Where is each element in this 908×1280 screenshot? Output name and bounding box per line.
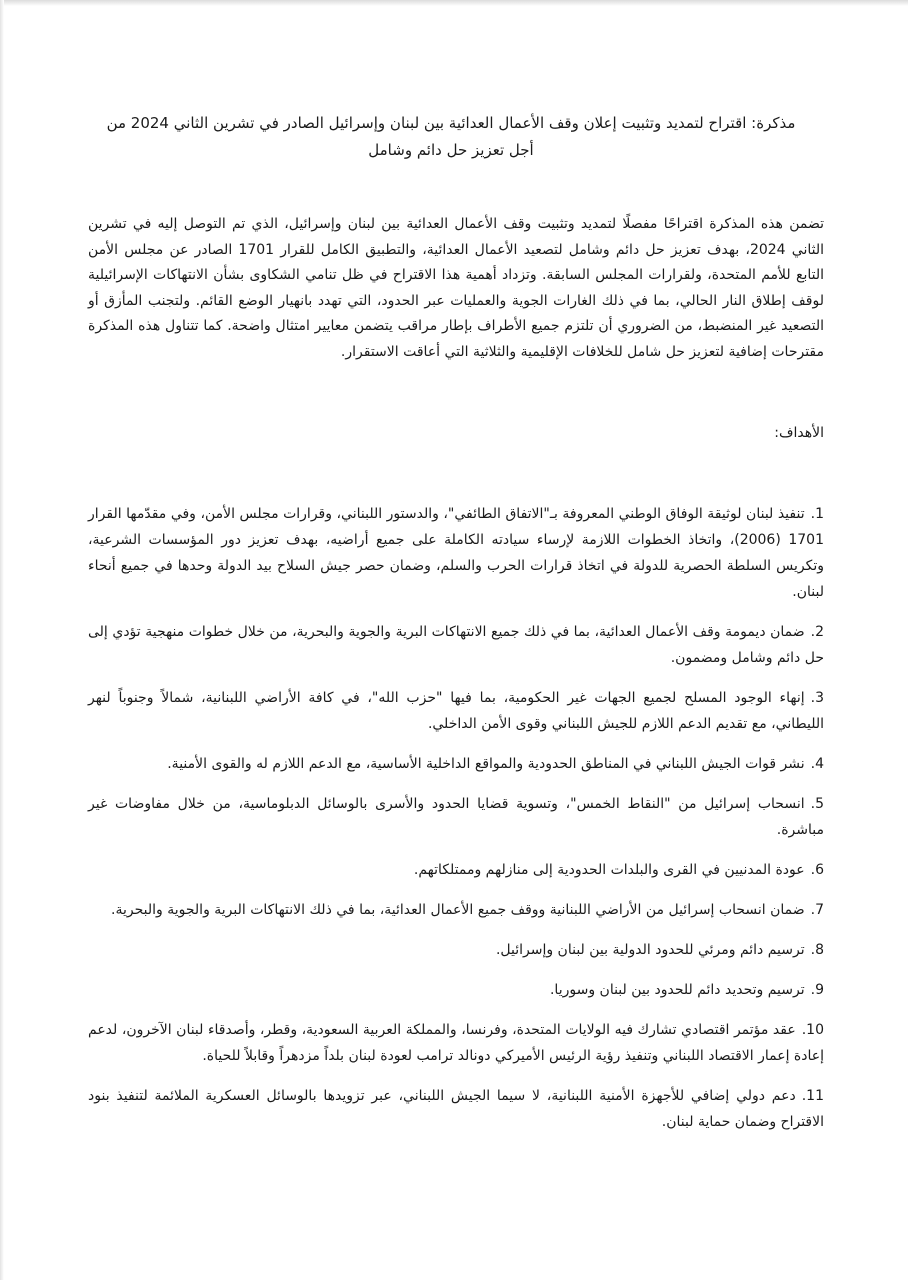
- goal-text: إنهاء الوجود المسلح لجميع الجهات غير الحكومية، بما فيها "حزب الله"، في كافة الأراضي اللبنانية، شمالاً وجنوباً لنهر الليطاني، مع تقديم الدعم اللازم للجيش اللبناني وقوى الأمن الداخلي.: [88, 690, 824, 732]
- goal-text: دعم دولي إضافي للأجهزة الأمنية اللبنانية، لا سيما الجيش اللبناني، عبر تزويدها بالوسائل العسكرية الملائمة لتنفيذ بنود الاقتراح وضمان حماية لبنان.: [88, 1088, 824, 1130]
- goal-item: [88, 857, 832, 883]
- goal-item: [88, 619, 832, 671]
- goals-heading: الأهداف:: [774, 425, 824, 441]
- goal-number: 8.: [810, 942, 824, 958]
- goal-item: [88, 791, 832, 843]
- goal-number: 6.: [810, 862, 824, 878]
- page-edge-shadow-left: [0, 0, 4, 1280]
- goals-list: [88, 501, 832, 1135]
- goal-item: [88, 937, 832, 963]
- goal-number: 4.: [810, 756, 824, 772]
- goal-text: انسحاب إسرائيل من "النقاط الخمس"، وتسوية قضايا الحدود والأسرى بالوسائل الدبلوماسية، من خلال مفاوضات غير مباشرة.: [88, 796, 824, 838]
- goal-text: ترسيم وتحديد دائم للحدود بين لبنان وسوريا.: [549, 982, 805, 998]
- goal-number: 3.: [810, 690, 824, 706]
- goal-text: ترسيم دائم ومرئي للحدود الدولية بين لبنان وإسرائيل.: [495, 942, 805, 958]
- document-title: مذكرة: اقتراح لتمديد وتثبيت إعلان وقف الأعمال العدائية بين لبنان وإسرائيل الصادر في تشرين الثاني 2024 من أجل تعزيز حل دائم وشامل: [106, 114, 796, 159]
- goal-text: نشر قوات الجيش اللبناني في المناطق الحدودية والمواقع الداخلية الأساسية، مع الدعم اللازم له والقوى الأمنية.: [167, 756, 805, 772]
- goal-item: [88, 977, 832, 1003]
- goal-text: ضمان انسحاب إسرائيل من الأراضي اللبنانية ووقف جميع الأعمال العدائية، بما في ذلك الانتهاكات البرية والجوية والبحرية.: [111, 902, 805, 918]
- goal-number: 9.: [810, 982, 824, 998]
- goal-item: [88, 1083, 832, 1135]
- goal-item: [88, 501, 832, 605]
- goal-number: 5.: [810, 796, 824, 812]
- goal-item: [88, 685, 832, 737]
- intro-paragraph: تضمن هذه المذكرة اقتراحًا مفصلًا لتمديد وتثبيت وقف الأعمال العدائية بين لبنان وإسرائيل، الذي تم التوصل إليه في تشرين الثاني 2024، بهدف تعزيز حل دائم وشامل لتصعيد الأعمال العدائية، والتطبيق الكامل للقرار 1701 الصادر عن مجلس الأمن التابع للأمم المتحدة، ولقرارات المجلس السابقة. وتزداد أهمية هذا الاقتراح في ظل تنامي الشكاوى بشأن الانتهاكات الإسرائيلية لوقف إطلاق النار الحالي، بما في ذلك الغارات الجوية والعمليات عبر الحدود، التي تهدد بانهيار الوضع القائم. ولتجنب المأزق أو التصعيد غير المنضبط، من الضروري أن تلتزم جميع الأطراف بإطار مراقب يتضمن معايير امتثال واضحة. كما تتناول هذه المذكرة مقترحات إضافية لتعزيز حل شامل للخلافات الإقليمية والثلاثية التي أعاقت الاستقرار.: [88, 216, 825, 360]
- goal-item: [88, 1017, 832, 1069]
- page-edge-shadow: [0, 0, 908, 6]
- goal-text: عودة المدنيين في القرى والبلدات الحدودية إلى منازلهم وممتلكاتهم.: [413, 862, 805, 878]
- goal-number: 11.: [801, 1088, 824, 1104]
- goal-text: تنفيذ لبنان لوثيقة الوفاق الوطني المعروفة بـ"الاتفاق الطائفي"، والدستور اللبناني، وقرارات مجلس الأمن، وفي مقدّمها القرار 1701 (2006)، واتخاذ الخطوات اللازمة لإرساء سيادته الكاملة على جميع أراضيه، بهدف تعزيز دور المؤسسات الشرعية، وتكريس السلطة الحصرية للدولة في اتخاذ قرارات الحرب والسلم، وضمان حصر جيش السلاح بيد الدولة وحدها في جميع أنحاء لبنان.: [88, 506, 824, 600]
- goal-number: 10.: [801, 1022, 824, 1038]
- goal-number: 2.: [810, 624, 824, 640]
- goal-text: عقد مؤتمر اقتصادي تشارك فيه الولايات المتحدة، وفرنسا، والمملكة العربية السعودية، وقطر، وأصدقاء لبنان الآخرون، لدعم إعادة إعمار الاقتصاد اللبناني وتنفيذ رؤية الرئيس الأميركي دونالد ترامب لعودة لبنان بلداً مزدهراً وقابلاً للحياة.: [88, 1022, 824, 1064]
- goal-item: [88, 897, 832, 923]
- goal-number: 1.: [810, 506, 824, 522]
- goal-number: 7.: [810, 902, 824, 918]
- document-page: [88, 110, 832, 1149]
- goal-text: ضمان ديمومة وقف الأعمال العدائية، بما في ذلك جميع الانتهاكات البرية والجوية والبحرية، من خلال خطوات منهجية تؤدي إلى حل دائم وشامل ومضمون.: [88, 624, 824, 666]
- goal-item: [88, 751, 832, 777]
